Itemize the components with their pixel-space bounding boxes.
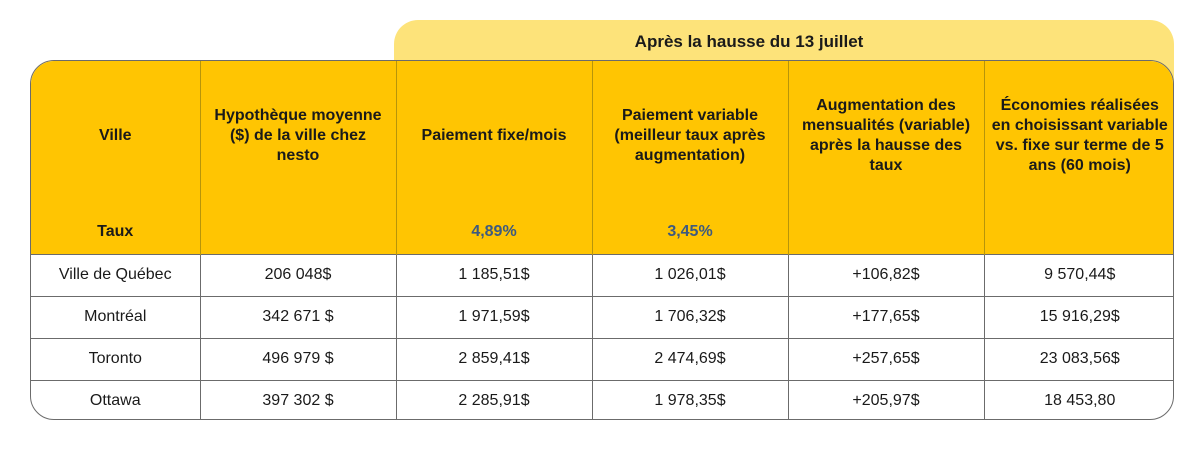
- cell-city: Ville de Québec: [31, 254, 200, 296]
- mortgage-table: [30, 60, 1174, 420]
- header-mortgage: Hypothèque moyenne ($) de la ville chez nesto: [200, 61, 396, 211]
- cell-variable-payment: 2 474,69$: [592, 338, 788, 380]
- table-row: [31, 254, 1174, 296]
- cell-fixed-payment: 2 859,41$: [396, 338, 592, 380]
- cell-city: Montréal: [31, 296, 200, 338]
- rate-variable: 3,45%: [592, 211, 788, 254]
- cell-savings: 9 570,44$: [984, 254, 1174, 296]
- cell-fixed-payment: 2 285,91$: [396, 380, 592, 420]
- table-row: [31, 338, 1174, 380]
- rate-label: Taux: [31, 211, 200, 254]
- cell-savings: 18 453,80: [984, 380, 1174, 420]
- table-row: [31, 380, 1174, 420]
- rate-increase: [788, 211, 984, 254]
- cell-mortgage: 342 671 $: [200, 296, 396, 338]
- cell-variable-payment: 1 026,01$: [592, 254, 788, 296]
- cell-payment-increase: +106,82$: [788, 254, 984, 296]
- header-savings: Économies réalisées en choisissant variable vs. fixe sur terme de 5 ans (60 mois): [984, 61, 1174, 211]
- cell-savings: 15 916,29$: [984, 296, 1174, 338]
- header-variable-payment: Paiement variable (meilleur taux après augmentation): [592, 61, 788, 211]
- cell-variable-payment: 1 706,32$: [592, 296, 788, 338]
- cell-fixed-payment: 1 185,51$: [396, 254, 592, 296]
- cell-city: Ottawa: [31, 380, 200, 420]
- cell-mortgage: 206 048$: [200, 254, 396, 296]
- cell-savings: 23 083,56$: [984, 338, 1174, 380]
- cell-payment-increase: +205,97$: [788, 380, 984, 420]
- rate-row: [31, 211, 1174, 254]
- header-payment-increase: Augmentation des mensualités (variable) après la hausse des taux: [788, 61, 984, 211]
- cell-variable-payment: 1 978,35$: [592, 380, 788, 420]
- header-fixed-payment: Paiement fixe/mois: [396, 61, 592, 211]
- cell-mortgage: 496 979 $: [200, 338, 396, 380]
- header-city: Ville: [31, 61, 200, 211]
- rate-fixed: 4,89%: [396, 211, 592, 254]
- rate-savings: [984, 211, 1174, 254]
- cell-payment-increase: +177,65$: [788, 296, 984, 338]
- cell-city: Toronto: [31, 338, 200, 380]
- banner-title: Après la hausse du 13 juillet: [634, 32, 864, 51]
- cell-fixed-payment: 1 971,59$: [396, 296, 592, 338]
- table-row: [31, 296, 1174, 338]
- cell-payment-increase: +257,65$: [788, 338, 984, 380]
- mortgage-table-grid: [31, 61, 1174, 420]
- rate-mortgage: [200, 211, 396, 254]
- cell-mortgage: 397 302 $: [200, 380, 396, 420]
- header-row: [31, 61, 1174, 211]
